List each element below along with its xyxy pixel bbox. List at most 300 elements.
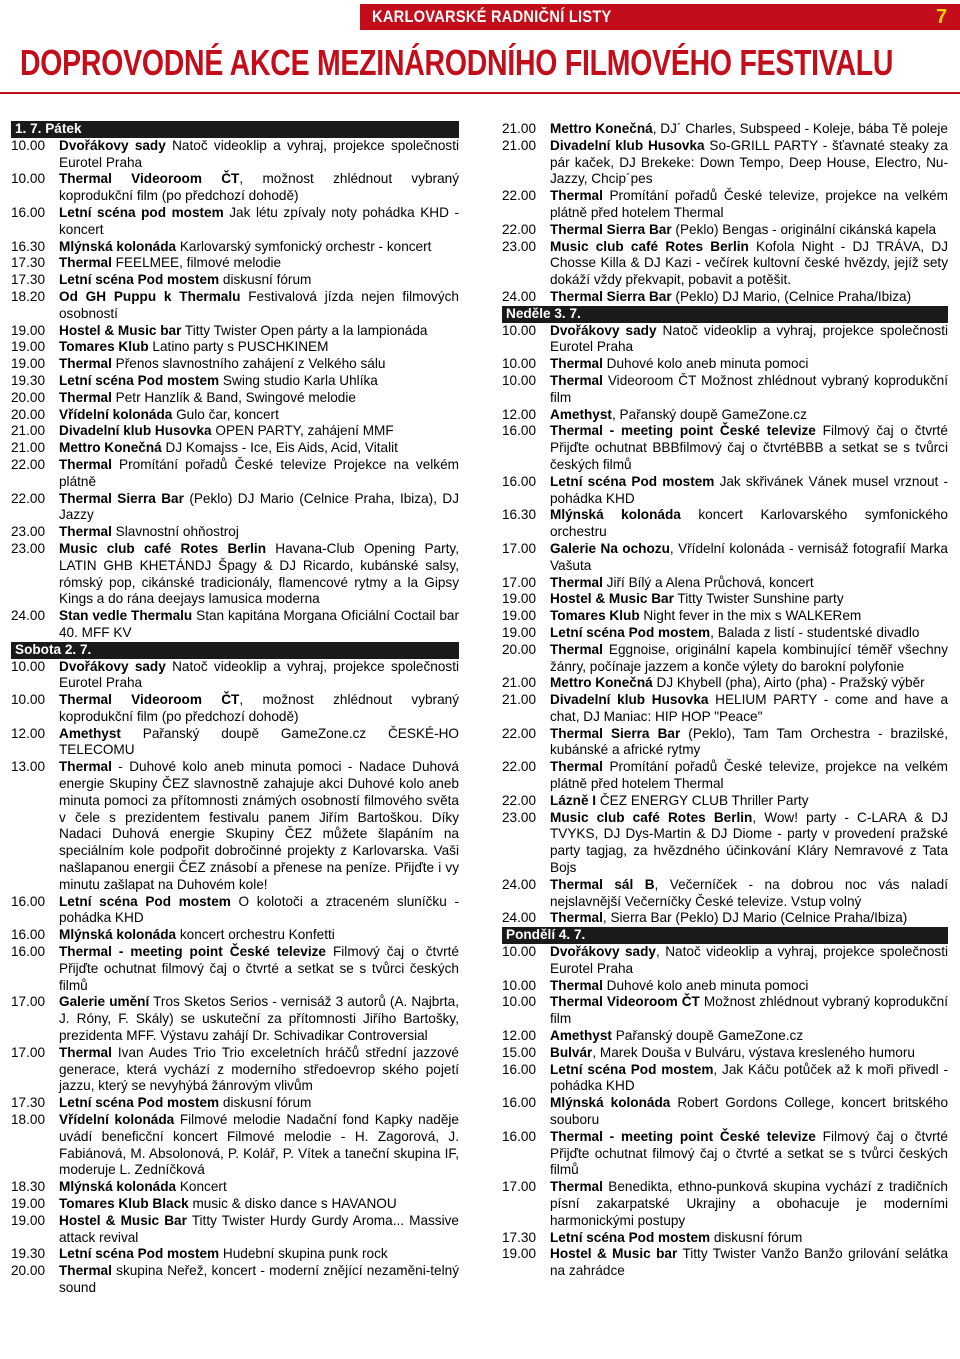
event-time: 17.00 (11, 994, 46, 1010)
event-item (11, 608, 459, 642)
event-venue: Thermal (550, 188, 603, 204)
event-item (502, 407, 948, 424)
event-item (502, 1230, 948, 1247)
event-item (11, 407, 459, 424)
event-time: 10.00 (502, 322, 537, 338)
event-venue: Amethyst (550, 1028, 612, 1044)
event-venue: Thermal Videoroom ČT (550, 994, 700, 1010)
event-item (11, 423, 459, 440)
event-time: 24.00 (502, 288, 537, 304)
event-description: Duhové kolo aneb minuta pomoci (602, 977, 809, 993)
event-time: 23.00 (11, 540, 46, 556)
event-venue: Thermal (550, 759, 603, 775)
event-venue: Thermal (550, 574, 603, 590)
event-time: 21.00 (502, 692, 537, 708)
event-description: skupina Neřež, koncert - moderní znějící nezaměni-telný sound (59, 1263, 459, 1295)
event-venue: Amethyst (59, 725, 121, 741)
event-venue: Music club café Rotes Berlin (550, 809, 753, 825)
event-venue: Letní scéna Pod mostem (550, 1229, 711, 1245)
event-item (11, 138, 459, 172)
event-description: Natoč videoklip a vyhraj, projekce společnosti Eurotel Praha (59, 658, 460, 691)
program-column-right (502, 121, 948, 1280)
event-time: 12.00 (502, 1028, 537, 1044)
event-time: 19.00 (502, 608, 537, 624)
event-description: Promítání pořadů České televize Projekce na velkém plátně (59, 456, 459, 489)
event-description: OPEN PARTY, zahájení MMF (211, 423, 394, 439)
event-venue: Letní scéna Pod mostem (59, 893, 231, 909)
event-description: , Sierra Bar (Peklo) DJ Mario (Celnice Praha/Ibiza) (602, 910, 908, 926)
event-item (11, 289, 459, 323)
event-venue: Mlýnská kolonáda (550, 1095, 671, 1111)
event-item (502, 726, 948, 760)
event-venue: Od GH Puppu k Thermalu (59, 288, 241, 304)
event-time: 16.00 (11, 893, 46, 909)
event-item (11, 659, 459, 693)
event-time: 10.00 (11, 658, 46, 674)
event-item (502, 1246, 948, 1280)
day-heading: 1. 7. Pátek (11, 121, 459, 138)
event-item (11, 339, 459, 356)
event-venue: Mlýnská kolonáda (59, 1179, 177, 1195)
event-item (502, 575, 948, 592)
event-venue: Letní scéna Pod mostem (59, 1095, 220, 1111)
event-time: 16.00 (502, 473, 537, 489)
event-venue: Thermal (550, 977, 603, 993)
event-venue: Letní scéna Pod mostem (550, 473, 715, 489)
event-description: DJ Khybell (pha), Airto (pha) - Pražský výběr (652, 675, 925, 691)
event-description: Pařanský doupě GameZone.cz ČESKÉ-HO TELECOMU (59, 725, 459, 758)
event-item (502, 692, 948, 726)
event-description: Filmové melodie Nadační fond Kapky naděje uvádí beneficční koncert Filmové melodie - H. Zagorová, J. Fabiánová, M. Absolonová, P. Kolář, P. Vítek a taneční skupina IF, moderuje L. Zedníčková (59, 1112, 459, 1178)
event-item (11, 692, 459, 726)
event-description: Pařanský doupě GameZone.cz (611, 1028, 804, 1044)
event-description: Promítání pořadů České televize, projekce na velkém plátně před hotelem Thermal (550, 759, 948, 792)
event-item (11, 1263, 459, 1297)
event-time: 16.30 (11, 238, 46, 254)
event-time: 19.00 (11, 1196, 46, 1211)
event-description: (Peklo) DJ Mario, (Celnice Praha/Ibiza) (671, 288, 912, 304)
day-heading: Sobota 2. 7. (11, 642, 459, 659)
event-description: , Wow! party - C-LARA & DJ TVYKS, DJ Dys-Martin & DJ Diome - party v provedení pražské party tagjag, za hvězdného účinkování Kláry Nemravové z Tata Bojs (550, 809, 948, 876)
event-item (502, 188, 948, 222)
event-item (502, 1179, 948, 1229)
page-number: 7 (936, 6, 948, 28)
event-item (11, 239, 459, 256)
event-item (11, 205, 459, 239)
event-time: 16.00 (11, 204, 46, 220)
event-time: 10.00 (502, 944, 537, 960)
masthead (0, 4, 960, 30)
event-venue: Galerie Na ochozu (550, 540, 670, 556)
event-venue: Thermal (550, 356, 603, 372)
event-item (502, 1045, 948, 1062)
event-item (11, 524, 459, 541)
event-description: , Vřídelní kolonáda - vernisáž fotografií Marka Vašuta (550, 540, 948, 573)
event-description: - Duhové kolo aneb minuta pomoci - Nadace Duhová energie Skupiny ČEZ slavnostně zahajuje akci Duhové kolo aneb minuta pomoci za přítomnosti známých osobností filmového světa v čele s prezidentem festivalu panem Jiřím Bartoškou. Díky Nadaci Duhová energie Skupiny ČEZ můžete šlapáním na speciálním kole podpořit dobročinné projekty z Karlovarska. Vaši našlapanou energii ČEZ znásobí a přenese na peníze. Přijďte i vy minutu zašlapat na Duhovém kole! (59, 759, 459, 892)
event-description: , Jak Káču potůček až k moři přivedl - pohádka KHD (550, 1061, 948, 1094)
event-item (11, 323, 459, 340)
event-time: 19.00 (11, 1212, 46, 1228)
event-description: Night fever in the mix s WALKERem (639, 608, 862, 624)
event-item (502, 944, 948, 978)
event-venue: Thermal Sierra Bar (550, 288, 672, 304)
event-time: 16.00 (11, 927, 46, 943)
headline-rule (0, 92, 960, 94)
event-venue: Letní scéna Pod mostem (59, 1246, 220, 1262)
event-venue: Mlýnská kolonáda (59, 238, 177, 254)
event-venue: Dvořákovy sady (550, 944, 656, 960)
event-venue: Thermal (550, 1179, 603, 1195)
event-venue: Thermal (59, 759, 112, 775)
event-time: 22.00 (11, 490, 46, 506)
page-headline: DOPROVODNÉ AKCE MEZINÁRODNÍHO FILMOVÉHO FESTIVALU (20, 42, 894, 83)
day-heading: Pondělí 4. 7. (502, 927, 948, 944)
event-item (502, 642, 948, 676)
event-venue: Tomares Klub (59, 339, 149, 355)
event-item (502, 877, 948, 911)
event-description: Možnost zhlédnout vybraný koprodukční film (550, 994, 948, 1027)
event-time: 16.00 (502, 1061, 537, 1077)
event-item (502, 541, 948, 575)
event-venue: Hostel & Music bar (550, 1246, 678, 1262)
event-time: 15.00 (502, 1044, 537, 1060)
event-venue: Tomares Klub (550, 608, 640, 624)
event-item (11, 1246, 459, 1263)
event-venue: Thermal Sierra Bar (550, 221, 672, 237)
event-item (11, 944, 459, 994)
event-item (502, 675, 948, 692)
event-venue: Galerie umění (59, 994, 150, 1010)
event-time: 16.30 (502, 507, 537, 523)
event-description: (Peklo) DJ Mario (Celnice Praha, Ibiza), DJ Jazzy (59, 490, 459, 523)
event-venue: Thermal (59, 389, 112, 405)
event-item (502, 591, 948, 608)
event-item (11, 1112, 459, 1179)
event-venue: Thermal (550, 641, 603, 657)
event-time: 10.00 (502, 994, 537, 1010)
event-time: 17.30 (11, 255, 46, 271)
event-item (11, 1179, 459, 1196)
event-description: Titty Twister Hurdy Gurdy Aroma... Massive attack revival (59, 1212, 459, 1245)
event-time: 22.00 (11, 456, 46, 472)
event-time: 16.00 (502, 1128, 537, 1144)
event-time: 17.30 (11, 272, 46, 288)
event-description: Latino party s PUSCHKINEM (148, 339, 329, 355)
event-description: Eggnoise, originální kapela kombinující téměř všechny žánry, počínaje jazzem a konče výlety do barokní polyfonie (550, 641, 948, 674)
event-description: Titty Twister Open párty a la lampionáda (181, 322, 428, 338)
event-venue: Dvořákovy sady (59, 137, 166, 153)
event-item (11, 171, 459, 205)
event-time: 21.00 (502, 121, 537, 136)
event-venue: Stan vedle Thermalu (59, 608, 193, 624)
event-time: 21.00 (502, 137, 537, 153)
event-item (11, 1213, 459, 1247)
event-description: Stan kapitána Morgana Oficiální Coctail bar 40. MFF KV (59, 608, 459, 640)
event-venue: Thermal Sierra Bar (550, 725, 681, 741)
event-item (11, 759, 459, 893)
event-venue: Letní scéna Pod mostem (550, 1061, 714, 1077)
event-time: 24.00 (11, 608, 46, 624)
event-description: Duhové kolo aneb minuta pomoci (602, 356, 809, 372)
event-time: 10.00 (11, 171, 46, 187)
event-venue: Thermal Videoroom ČT (59, 692, 240, 708)
event-item (502, 423, 948, 473)
event-description: Titty Twister Sunshine party (673, 591, 844, 607)
event-venue: Thermal (59, 255, 112, 271)
event-description: Slavnostní ohňostroj (111, 524, 239, 540)
event-description: Koncert (176, 1179, 227, 1195)
event-description: diskusní fórum (710, 1229, 803, 1245)
event-venue: Divadelní klub Husovka (59, 423, 212, 439)
event-time: 24.00 (502, 876, 537, 892)
event-venue: Thermal (550, 372, 603, 388)
event-time: 19.00 (11, 356, 46, 372)
event-venue: Hostel & Music Bar (550, 591, 674, 607)
event-description: Robert Gordons College, koncert britského souboru (550, 1095, 949, 1128)
event-venue: Amethyst (550, 406, 612, 422)
event-item (502, 507, 948, 541)
event-description: Filmový čaj o čtvrté Přijďte ochutnat BBBfilmový čaj o čtvrtéBBB a setkat se s tvůrci českých filmů (550, 423, 948, 472)
event-description: diskusní fórum (219, 272, 312, 288)
event-item (11, 927, 459, 944)
event-venue: Hostel & Music Bar (59, 1212, 187, 1228)
event-description: Filmový čaj o čtvrté Přijďte ochutnat filmový čaj o čtvrté a setkat se s tvůrci českých filmů (59, 944, 459, 993)
event-item (502, 810, 948, 877)
event-venue: Divadelní klub Husovka (550, 692, 709, 708)
event-description: , Balada z listí - studentské divadlo (710, 624, 920, 640)
event-item (11, 373, 459, 390)
event-item (502, 994, 948, 1028)
event-time: 20.00 (11, 389, 46, 405)
event-item (11, 457, 459, 491)
event-time: 22.00 (502, 221, 537, 237)
event-time: 22.00 (502, 725, 537, 741)
event-item (11, 440, 459, 457)
event-venue: Mlýnská kolonáda (550, 507, 681, 523)
event-item (502, 793, 948, 810)
event-venue: Divadelní klub Husovka (550, 137, 705, 153)
event-time: 16.00 (11, 944, 46, 960)
event-item (11, 356, 459, 373)
event-venue: Thermal Sierra Bar (59, 490, 184, 506)
event-description: Natoč videoklip a vyhraj, projekce společnosti Eurotel Praha (59, 137, 460, 170)
event-time: 19.00 (502, 591, 537, 607)
event-description: Jak létu zpívaly noty pohádka KHD - koncert (59, 204, 459, 237)
day-heading: Neděle 3. 7. (502, 306, 948, 323)
event-time: 12.00 (502, 406, 537, 422)
event-item (502, 323, 948, 357)
event-time: 17.00 (502, 540, 537, 556)
event-item (502, 608, 948, 625)
event-item (11, 272, 459, 289)
event-time: 16.00 (502, 423, 537, 439)
event-time: 17.30 (502, 1229, 537, 1245)
event-time: 19.00 (11, 339, 46, 355)
event-description: So-GRILL PARTY - šťavnaté steaky za pár kaček, DJ Brekeke: Down Tempo, Deep House, Electro, Nu-Jazzy, Chcip´pes (550, 137, 948, 187)
event-time: 13.00 (11, 759, 46, 775)
event-venue: Thermal Videoroom ČT (59, 171, 240, 187)
event-description: ČEZ ENERGY CLUB Thriller Party (596, 792, 809, 808)
event-venue: Lázně I (550, 792, 597, 808)
event-description: Ivan Audes Trio Trio exceletních hráčů střední jazzové generace, která vychází z moderního středoevrop ského pojetí jazzu, který se nevyhýbá žánrovým vlivům (59, 1044, 459, 1094)
event-description: Promítání pořadů České televize, projekce na velkém plátně před hotelem Thermal (550, 188, 948, 220)
event-time: 10.00 (11, 692, 46, 708)
event-item (11, 726, 459, 760)
event-item (502, 625, 948, 642)
event-item (11, 1095, 459, 1112)
event-time: 12.00 (11, 725, 46, 741)
event-time: 24.00 (502, 910, 537, 926)
event-description: Filmový čaj o čtvrté Přijďte ochutnat filmový čaj o čtvrté a setkat se s tvůrci českých filmů (550, 1128, 948, 1178)
event-description: Přenos slavnostního zahájení z Velkého sálu (111, 356, 386, 372)
event-item (502, 138, 948, 188)
event-time: 18.30 (11, 1179, 46, 1195)
event-venue: Mettro Konečná (59, 440, 162, 456)
event-item (502, 222, 948, 239)
event-item (502, 910, 948, 927)
event-time: 10.00 (502, 977, 537, 993)
event-venue: Mlýnská kolonáda (59, 927, 177, 943)
event-time: 10.00 (502, 356, 537, 372)
event-venue: Thermal - meeting point České televize (550, 423, 816, 439)
event-time: 19.30 (11, 1246, 46, 1262)
event-venue: Music club café Rotes Berlin (59, 540, 266, 556)
event-venue: Thermal (59, 524, 112, 540)
event-item (11, 541, 459, 608)
event-time: 21.00 (502, 675, 537, 691)
event-description: , Marek Douša v Bulváru, výstava kresleného humoru (592, 1044, 915, 1060)
program-column-left (11, 121, 459, 1297)
event-venue: Letní scéna Pod mostem (59, 272, 220, 288)
event-item (502, 759, 948, 793)
event-time: 16.00 (502, 1095, 537, 1111)
event-description: music & disko dance s HAVANOU (188, 1196, 397, 1211)
event-description: (Peklo), Tam Tam Orchestra - brazilské, kubánské a africké rytmy (550, 725, 948, 758)
event-description: Havana-Club Opening Party, LATIN GHB KHETÁNDJ Špagy & DJ Ricardo, kubánské salsy, rómský pop, cikánské tradicionály, flamencové rytmy a la Gipsy Kings a do rána deejays lamusica moderna (59, 540, 459, 607)
event-description: , Večerníček - na dobrou noc vás naladí nejslavnější Večerníčky České televize. Vstup volný (550, 876, 948, 909)
event-venue: Thermal - meeting point České televize (59, 944, 326, 960)
event-venue: Letní scéna Pod mostem (550, 624, 711, 640)
event-description: koncert Karlovarského symfonického orchestru (550, 507, 948, 540)
event-venue: Bulvár (550, 1044, 593, 1060)
event-item (11, 994, 459, 1044)
event-item (502, 289, 948, 306)
event-time: 20.00 (502, 641, 537, 657)
event-description: Titty Twister Vanžo Banžo grilování selátka na zahrádce (550, 1246, 949, 1279)
event-description: , možnost zhlédnout vybraný koprodukční film (po předchozí dohodě) (59, 171, 459, 204)
event-time: 19.00 (502, 1246, 537, 1262)
event-time: 10.00 (502, 372, 537, 388)
event-time: 17.00 (502, 1179, 537, 1195)
event-item (502, 239, 948, 289)
event-venue: Thermal (59, 356, 112, 372)
event-venue: Vřídelní kolonáda (59, 1112, 175, 1128)
event-item (502, 121, 948, 138)
event-description: Tros Sketos Serios - vernisáž 3 autorů (A. Najbrta, J. Róny, F. Skály) se uskuteční za přítomnosti Jiřího Bartošky, prezidenta MFF. Výstavu zahájí Dr. Schivadikar Controversial (59, 994, 459, 1044)
event-description: O kolotoči a ztraceném sluníčku - pohádka KHD (59, 893, 459, 926)
event-venue: Music club café Rotes Berlin (550, 238, 749, 254)
event-venue: Tomares Klub Black (59, 1196, 189, 1211)
event-venue: Thermal (59, 1263, 112, 1279)
event-description: HELIUM PARTY - come and have a chat, DJ Maniac: HIP HOP "Peace" (550, 692, 948, 724)
event-venue: Thermal - meeting point České televize (550, 1128, 816, 1144)
event-description: Jak skřivánek Vánek musel vrznout - pohádka KHD (550, 473, 948, 506)
event-item (502, 1129, 948, 1179)
event-venue: Dvořákovy sady (59, 658, 166, 674)
event-description: Hudební skupina punk rock (219, 1246, 388, 1262)
event-description: (Peklo) Bengas - originální cikánská kapela (671, 221, 937, 237)
event-description: , Natoč videoklip a vyhraj, projekce společnosti Eurotel Praha (550, 944, 948, 976)
event-item (502, 474, 948, 508)
event-description: FEELMEE, filmové melodie (111, 255, 282, 271)
event-description: Swing studio Karla Uhlíka (219, 372, 378, 388)
event-time: 20.00 (11, 406, 46, 422)
event-description: diskusní fórum (219, 1095, 312, 1111)
event-description: Kofola Night - DJ TRÁVA, DJ Chosse Killa & DJ Kazi - večírek kultovní české hvězdy, jejíž sety dokáží vždy překvapit, pobavit a potěšit. (550, 238, 948, 288)
event-description: Festivalová jízda nejen filmových osobností (59, 288, 459, 321)
event-item (11, 390, 459, 407)
event-time: 23.00 (502, 809, 537, 825)
event-time: 19.00 (502, 624, 537, 640)
event-time: 18.00 (11, 1112, 46, 1128)
event-item (502, 356, 948, 373)
event-item (502, 1062, 948, 1096)
event-time: 22.00 (502, 759, 537, 775)
event-venue: Dvořákovy sady (550, 322, 657, 338)
event-venue: Thermal (59, 1044, 112, 1060)
event-item (11, 255, 459, 272)
event-description: Karlovarský symfonický orchestr - koncert (176, 238, 432, 254)
event-venue: Mettro Konečná (550, 121, 653, 136)
event-venue: Vřídelní kolonáda (59, 406, 173, 422)
event-time: 17.00 (502, 574, 537, 590)
event-time: 10.00 (11, 137, 46, 153)
event-time: 23.00 (502, 238, 537, 254)
event-description: , DJ´ Charles, Subspeed - Koleje, bába Tě poleje (652, 121, 948, 136)
event-description: Benedikta, ethno-punková skupina vychází z tradičních písní zakarpatské Ukrajiny a obohacuje je moderními harmonickými postupy (550, 1179, 948, 1228)
event-time: 22.00 (502, 792, 537, 808)
event-description: Videoroom ČT Možnost zhlédnout vybraný koprodukční film (550, 372, 948, 405)
event-time: 21.00 (11, 440, 46, 456)
event-item (502, 978, 948, 995)
event-venue: Thermal (550, 910, 603, 926)
event-description: koncert orchestru Konfetti (176, 927, 335, 943)
event-description: Gulo čar, koncert (172, 406, 279, 422)
event-time: 22.00 (502, 188, 537, 204)
event-description: Petr Hanzlík & Band, Swingové melodie (111, 389, 356, 405)
event-time: 20.00 (11, 1263, 46, 1279)
event-description: , možnost zhlédnout vybraný koprodukční film (po předchozí dohodě) (59, 692, 459, 724)
event-time: 17.30 (11, 1095, 46, 1111)
event-time: 19.30 (11, 372, 46, 388)
event-description: DJ Komajss - Ice, Eis Aids, Acid, Vitalit (161, 440, 398, 456)
event-description: Natoč videoklip a vyhraj, projekce společnosti Eurotel Praha (550, 322, 948, 355)
event-venue: Letní scéna pod mostem (59, 204, 224, 220)
event-venue: Mettro Konečná (550, 675, 653, 691)
event-item (502, 1095, 948, 1129)
event-time: 23.00 (11, 524, 46, 540)
event-description: , Pařanský doupě GameZone.cz (611, 406, 807, 422)
event-venue: Thermal (59, 456, 112, 472)
event-time: 18.20 (11, 288, 46, 304)
event-item (502, 1028, 948, 1045)
event-item (11, 491, 459, 525)
event-venue: Letní scéna Pod mostem (59, 372, 220, 388)
event-item (11, 894, 459, 928)
event-description: Jiří Bílý a Alena Průchová, koncert (602, 574, 814, 590)
event-item (502, 373, 948, 407)
event-item (11, 1196, 459, 1213)
